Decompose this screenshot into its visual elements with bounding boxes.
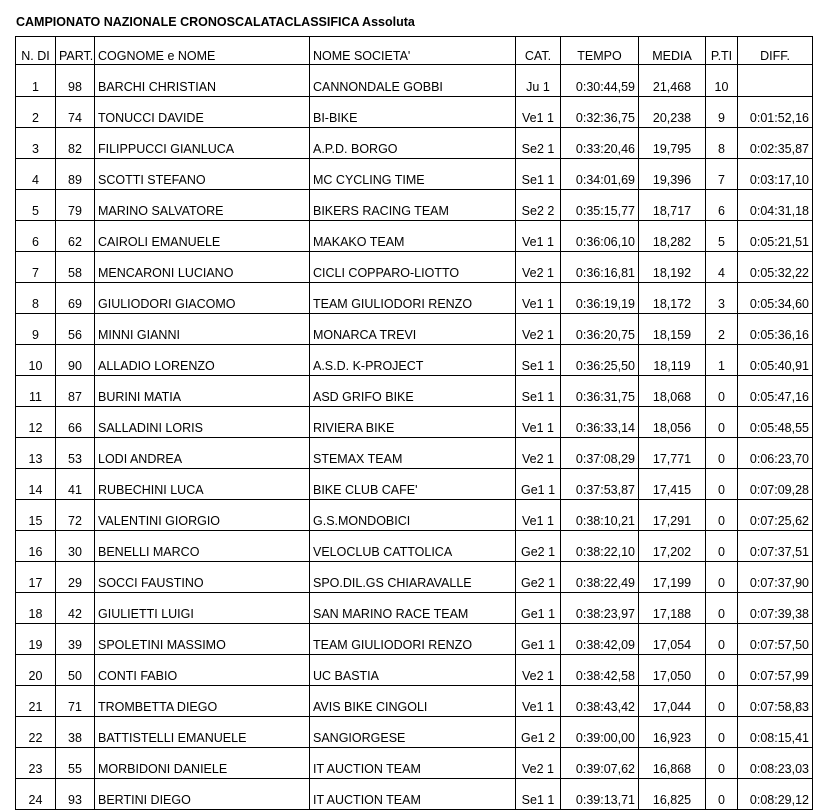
col-header-average: MEDIA [639,37,706,65]
table-row [16,686,813,717]
table-row [16,376,813,407]
cell-bib: 82 [56,128,95,159]
cell-name: SOCCI FAUSTINO [95,562,310,593]
cell-team: MAKAKO TEAM [310,221,516,252]
cell-gap: 0:07:57,50 [738,624,813,655]
cell-team: A.P.D. BORGO [310,128,516,159]
col-header-name: COGNOME e NOME [95,37,310,65]
table-row [16,748,813,779]
cell-category: Ge1 1 [516,624,561,655]
cell-bib: 53 [56,438,95,469]
cell-team: SAN MARINO RACE TEAM [310,593,516,624]
cell-time: 0:36:33,14 [561,407,639,438]
cell-category: Ve2 1 [516,252,561,283]
cell-gap: 0:08:29,12 [738,779,813,810]
cell-time: 0:38:43,42 [561,686,639,717]
cell-gap: 0:01:52,16 [738,97,813,128]
cell-time: 0:36:20,75 [561,314,639,345]
cell-category: Ge1 1 [516,469,561,500]
table-row [16,562,813,593]
cell-category: Ju 1 [516,65,561,97]
table-row [16,438,813,469]
cell-rank: 23 [16,748,56,779]
cell-category: Ve2 1 [516,314,561,345]
cell-rank: 24 [16,779,56,810]
table-row [16,407,813,438]
table-row [16,252,813,283]
cell-average: 17,771 [639,438,706,469]
cell-time: 0:37:53,87 [561,469,639,500]
cell-points: 8 [706,128,738,159]
cell-time: 0:39:13,71 [561,779,639,810]
cell-name: RUBECHINI LUCA [95,469,310,500]
cell-name: TROMBETTA DIEGO [95,686,310,717]
table-row [16,345,813,376]
cell-category: Ge1 2 [516,717,561,748]
cell-bib: 93 [56,779,95,810]
cell-bib: 71 [56,686,95,717]
cell-time: 0:38:23,97 [561,593,639,624]
cell-points: 9 [706,97,738,128]
cell-points: 1 [706,345,738,376]
cell-name: GIULIETTI LUIGI [95,593,310,624]
cell-time: 0:36:31,75 [561,376,639,407]
cell-rank: 6 [16,221,56,252]
cell-average: 18,056 [639,407,706,438]
cell-rank: 18 [16,593,56,624]
cell-time: 0:36:25,50 [561,345,639,376]
table-row [16,469,813,500]
cell-gap: 0:05:36,16 [738,314,813,345]
cell-name: CONTI FABIO [95,655,310,686]
cell-time: 0:32:36,75 [561,97,639,128]
cell-name: BERTINI DIEGO [95,779,310,810]
cell-average: 16,923 [639,717,706,748]
cell-team: CANNONDALE GOBBI [310,65,516,97]
cell-name: BARCHI CHRISTIAN [95,65,310,97]
cell-gap: 0:08:23,03 [738,748,813,779]
col-header-rank: N. DI [16,37,56,65]
cell-category: Se2 2 [516,190,561,221]
cell-gap [738,65,813,97]
cell-gap: 0:05:48,55 [738,407,813,438]
cell-gap: 0:05:32,22 [738,252,813,283]
cell-gap: 0:08:15,41 [738,717,813,748]
cell-time: 0:37:08,29 [561,438,639,469]
cell-average: 17,202 [639,531,706,562]
cell-team: VELOCLUB CATTOLICA [310,531,516,562]
cell-average: 17,044 [639,686,706,717]
cell-points: 0 [706,376,738,407]
cell-category: Ve2 1 [516,748,561,779]
cell-category: Se2 1 [516,128,561,159]
cell-rank: 7 [16,252,56,283]
cell-rank: 12 [16,407,56,438]
cell-gap: 0:05:40,91 [738,345,813,376]
cell-name: MINNI GIANNI [95,314,310,345]
cell-average: 18,192 [639,252,706,283]
cell-category: Ve2 1 [516,655,561,686]
table-row [16,65,813,97]
cell-team: ASD GRIFO BIKE [310,376,516,407]
cell-category: Ge1 1 [516,593,561,624]
cell-rank: 3 [16,128,56,159]
cell-time: 0:39:07,62 [561,748,639,779]
cell-points: 0 [706,748,738,779]
cell-name: BENELLI MARCO [95,531,310,562]
cell-name: GIULIODORI GIACOMO [95,283,310,314]
cell-name: VALENTINI GIORGIO [95,500,310,531]
cell-name: LODI ANDREA [95,438,310,469]
cell-points: 7 [706,159,738,190]
cell-bib: 56 [56,314,95,345]
cell-points: 0 [706,779,738,810]
cell-category: Se1 1 [516,159,561,190]
cell-bib: 98 [56,65,95,97]
cell-bib: 74 [56,97,95,128]
cell-category: Se1 1 [516,779,561,810]
cell-team: BIKE CLUB CAFE' [310,469,516,500]
cell-gap: 0:07:09,28 [738,469,813,500]
cell-time: 0:38:10,21 [561,500,639,531]
cell-time: 0:36:19,19 [561,283,639,314]
cell-rank: 5 [16,190,56,221]
cell-rank: 20 [16,655,56,686]
col-header-points: P.TI [706,37,738,65]
cell-category: Ge2 1 [516,531,561,562]
cell-rank: 13 [16,438,56,469]
cell-category: Ve2 1 [516,438,561,469]
cell-category: Ve1 1 [516,97,561,128]
table-row [16,655,813,686]
cell-team: SANGIORGESE [310,717,516,748]
table-header-row [16,37,813,65]
cell-team: AVIS BIKE CINGOLI [310,686,516,717]
cell-gap: 0:05:21,51 [738,221,813,252]
cell-time: 0:38:22,49 [561,562,639,593]
cell-rank: 2 [16,97,56,128]
cell-gap: 0:02:35,87 [738,128,813,159]
cell-points: 6 [706,190,738,221]
cell-bib: 55 [56,748,95,779]
cell-bib: 50 [56,655,95,686]
cell-bib: 87 [56,376,95,407]
cell-time: 0:38:22,10 [561,531,639,562]
cell-points: 0 [706,717,738,748]
cell-points: 0 [706,438,738,469]
cell-gap: 0:05:47,16 [738,376,813,407]
cell-points: 5 [706,221,738,252]
cell-time: 0:33:20,46 [561,128,639,159]
cell-name: MENCARONI LUCIANO [95,252,310,283]
cell-bib: 66 [56,407,95,438]
cell-average: 18,159 [639,314,706,345]
cell-average: 17,050 [639,655,706,686]
cell-name: SCOTTI STEFANO [95,159,310,190]
cell-gap: 0:07:37,90 [738,562,813,593]
cell-points: 0 [706,593,738,624]
cell-team: SPO.DIL.GS CHIARAVALLE [310,562,516,593]
cell-name: TONUCCI DAVIDE [95,97,310,128]
cell-team: MONARCA TREVI [310,314,516,345]
cell-rank: 4 [16,159,56,190]
cell-team: TEAM GIULIODORI RENZO [310,283,516,314]
cell-average: 16,825 [639,779,706,810]
cell-average: 18,717 [639,190,706,221]
cell-gap: 0:06:23,70 [738,438,813,469]
cell-points: 0 [706,624,738,655]
table-row [16,221,813,252]
cell-points: 0 [706,531,738,562]
cell-gap: 0:04:31,18 [738,190,813,221]
table-row [16,283,813,314]
table-row [16,190,813,221]
cell-team: RIVIERA BIKE [310,407,516,438]
col-header-team: NOME SOCIETA' [310,37,516,65]
cell-average: 17,188 [639,593,706,624]
col-header-category: CAT. [516,37,561,65]
cell-name: SALLADINI LORIS [95,407,310,438]
cell-name: ALLADIO LORENZO [95,345,310,376]
cell-gap: 0:07:58,83 [738,686,813,717]
cell-rank: 16 [16,531,56,562]
cell-name: BATTISTELLI EMANUELE [95,717,310,748]
cell-average: 19,396 [639,159,706,190]
cell-team: MC CYCLING TIME [310,159,516,190]
cell-team: G.S.MONDOBICI [310,500,516,531]
cell-rank: 21 [16,686,56,717]
table-row [16,97,813,128]
cell-bib: 90 [56,345,95,376]
cell-points: 0 [706,686,738,717]
cell-points: 0 [706,500,738,531]
cell-average: 16,868 [639,748,706,779]
table-row [16,128,813,159]
cell-team: BI-BIKE [310,97,516,128]
cell-rank: 8 [16,283,56,314]
cell-name: BURINI MATIA [95,376,310,407]
cell-points: 0 [706,469,738,500]
cell-average: 20,238 [639,97,706,128]
cell-rank: 10 [16,345,56,376]
cell-average: 18,282 [639,221,706,252]
cell-rank: 11 [16,376,56,407]
cell-team: IT AUCTION TEAM [310,779,516,810]
cell-time: 0:36:06,10 [561,221,639,252]
cell-bib: 42 [56,593,95,624]
cell-bib: 29 [56,562,95,593]
cell-name: MARINO SALVATORE [95,190,310,221]
cell-rank: 14 [16,469,56,500]
cell-time: 0:34:01,69 [561,159,639,190]
cell-gap: 0:07:25,62 [738,500,813,531]
cell-points: 0 [706,407,738,438]
cell-rank: 15 [16,500,56,531]
cell-average: 17,054 [639,624,706,655]
cell-gap: 0:03:17,10 [738,159,813,190]
cell-bib: 39 [56,624,95,655]
cell-rank: 9 [16,314,56,345]
cell-rank: 22 [16,717,56,748]
cell-bib: 72 [56,500,95,531]
cell-time: 0:30:44,59 [561,65,639,97]
cell-bib: 30 [56,531,95,562]
cell-category: Se1 1 [516,345,561,376]
table-row [16,779,813,810]
table-row [16,314,813,345]
cell-bib: 38 [56,717,95,748]
cell-gap: 0:05:34,60 [738,283,813,314]
cell-time: 0:36:16,81 [561,252,639,283]
cell-points: 4 [706,252,738,283]
cell-average: 17,291 [639,500,706,531]
cell-average: 18,172 [639,283,706,314]
cell-points: 0 [706,655,738,686]
cell-bib: 89 [56,159,95,190]
cell-name: SPOLETINI MASSIMO [95,624,310,655]
cell-time: 0:38:42,09 [561,624,639,655]
cell-gap: 0:07:39,38 [738,593,813,624]
cell-category: Ge2 1 [516,562,561,593]
cell-category: Ve1 1 [516,500,561,531]
cell-bib: 62 [56,221,95,252]
col-header-bib: PART. [56,37,95,65]
cell-team: A.S.D. K-PROJECT [310,345,516,376]
cell-name: MORBIDONI DANIELE [95,748,310,779]
cell-points: 10 [706,65,738,97]
cell-rank: 19 [16,624,56,655]
cell-team: CICLI COPPARO-LIOTTO [310,252,516,283]
cell-points: 3 [706,283,738,314]
cell-bib: 79 [56,190,95,221]
cell-average: 19,795 [639,128,706,159]
table-row [16,593,813,624]
results-table [15,36,813,810]
cell-bib: 58 [56,252,95,283]
cell-rank: 1 [16,65,56,97]
cell-points: 0 [706,562,738,593]
cell-bib: 41 [56,469,95,500]
cell-average: 18,119 [639,345,706,376]
table-row [16,500,813,531]
cell-category: Ve1 1 [516,686,561,717]
cell-bib: 69 [56,283,95,314]
cell-time: 0:39:00,00 [561,717,639,748]
table-row [16,624,813,655]
cell-category: Se1 1 [516,376,561,407]
page-title: CAMPIONATO NAZIONALE CRONOSCALATACLASSIFICA Assoluta [16,15,415,29]
cell-average: 18,068 [639,376,706,407]
cell-average: 17,199 [639,562,706,593]
cell-average: 17,415 [639,469,706,500]
cell-points: 2 [706,314,738,345]
cell-team: BIKERS RACING TEAM [310,190,516,221]
cell-rank: 17 [16,562,56,593]
cell-gap: 0:07:37,51 [738,531,813,562]
table-row [16,159,813,190]
col-header-time: TEMPO [561,37,639,65]
cell-team: TEAM GIULIODORI RENZO [310,624,516,655]
col-header-gap: DIFF. [738,37,813,65]
cell-team: IT AUCTION TEAM [310,748,516,779]
cell-name: FILIPPUCCI GIANLUCA [95,128,310,159]
cell-category: Ve1 1 [516,283,561,314]
cell-team: UC BASTIA [310,655,516,686]
cell-time: 0:35:15,77 [561,190,639,221]
table-row [16,531,813,562]
cell-category: Ve1 1 [516,221,561,252]
cell-gap: 0:07:57,99 [738,655,813,686]
cell-average: 21,468 [639,65,706,97]
cell-name: CAIROLI EMANUELE [95,221,310,252]
cell-category: Ve1 1 [516,407,561,438]
table-row [16,717,813,748]
cell-time: 0:38:42,58 [561,655,639,686]
cell-team: STEMAX TEAM [310,438,516,469]
